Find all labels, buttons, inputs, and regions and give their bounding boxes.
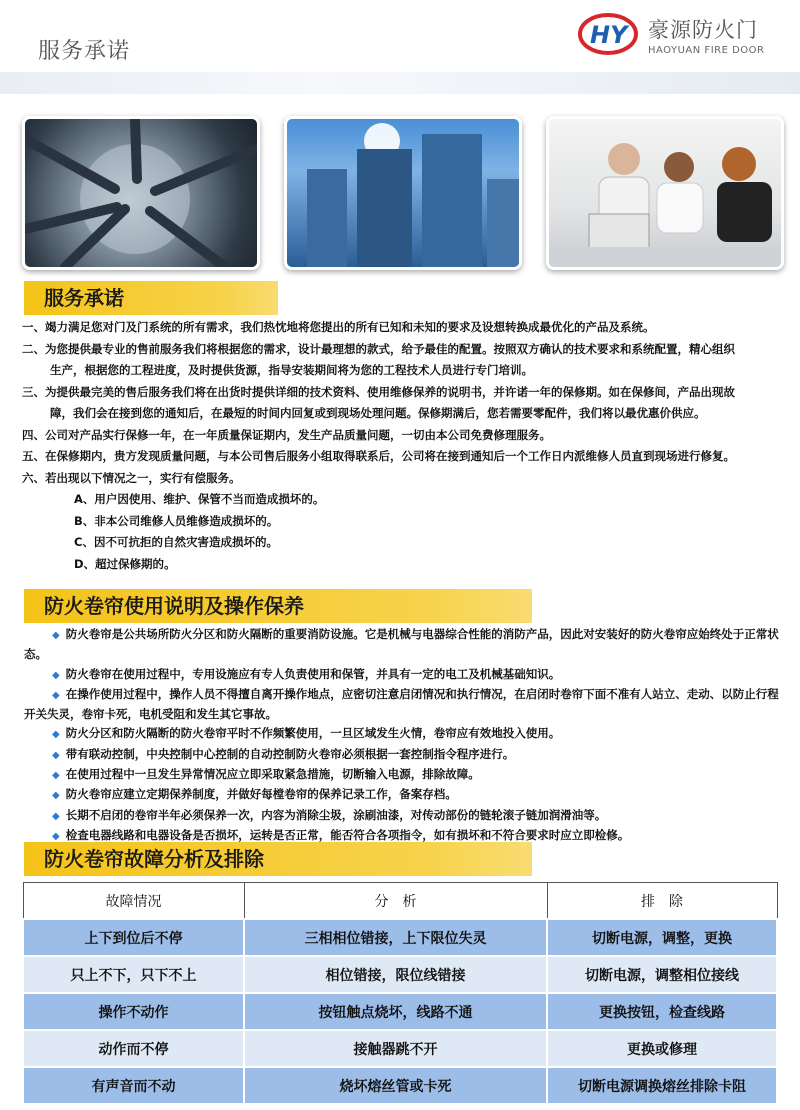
section-heading-usage: 防火卷帘使用说明及操作保养	[24, 589, 532, 623]
service-commitment-list	[22, 317, 782, 575]
list-item: 生产，根据您的工程进度，及时提供货源，指导安装期间将为您的工程技术人员进行专门培训。	[50, 363, 533, 377]
section-heading-service: 服务承诺	[24, 281, 278, 315]
table-cell: 更换按钮，检查线路	[547, 993, 777, 1030]
table-cell: 接触器跳不开	[244, 1030, 547, 1067]
table-cell: 切断电源，调整，更换	[547, 919, 777, 956]
list-item: ◆ 带有联动控制，中央控制中心控制的自动控制防火卷帘必须根据一套控制指令程序进行。	[24, 745, 784, 765]
list-item: A、用户因使用、维护、保管不当而造成损坏的。	[74, 492, 325, 506]
table-cell: 相位错接，限位线错接	[244, 956, 547, 993]
list-item: ◆ 防火卷帘是公共场所防火分区和防火隔断的重要消防设施。它是机械与电器综合性能的消防产品，因此对安装好的防火卷帘应始终处于正常状态。	[24, 625, 784, 665]
column-header: 排 除	[547, 883, 777, 920]
list-item: D、超过保修期的。	[74, 556, 176, 571]
header-band	[0, 72, 800, 94]
logo-name-cn: 豪源防火门	[648, 18, 758, 42]
table-cell: 三相相位错接，上下限位失灵	[244, 919, 547, 956]
table-row	[23, 956, 777, 993]
table-cell: 操作不动作	[23, 993, 244, 1030]
page-header	[0, 0, 800, 95]
usage-instructions-list	[24, 625, 784, 846]
list-item: ◆ 防火分区和防火隔断的防火卷帘平时不作频繁使用，一旦区域发生火情，卷帘应有效地投入使用。	[24, 724, 784, 744]
list-item: ◆ 防火卷帘在使用过程中，专用设施应有专人负责使用和保管，并具有一定的电工及机械基础知识。	[24, 665, 784, 685]
list-item: B、非本公司维修人员维修造成损坏的。	[74, 513, 279, 528]
list-item: 三、为提供最完美的售后服务我们将在出货时提供详细的技术资料、使用维修保养的说明书，并许诺一年的保修期。如在保修间，产品出现故	[22, 384, 735, 399]
page-title: 服务承诺	[38, 39, 131, 64]
table-cell: 按钮触点烧坏，线路不通	[244, 993, 547, 1030]
list-item: 一、竭力满足您对门及门系统的所有需求，我们热忱地将您提出的所有已知和未知的要求及设想转换成最优化的产品及系统。	[22, 320, 655, 334]
haoyuan-logo-icon	[578, 12, 638, 56]
teamwork-hands-photo	[22, 116, 260, 270]
list-item: C、因不可抗拒的自然灾害造成损坏的。	[74, 535, 278, 549]
table-row	[23, 919, 777, 956]
fault-analysis-table	[22, 882, 778, 1105]
table-row	[23, 993, 777, 1030]
table-cell: 切断电源调换熔丝排除卡阻	[547, 1067, 777, 1104]
table-cell: 烧坏熔丝管或卡死	[244, 1067, 547, 1104]
table-cell: 更换或修理	[547, 1030, 777, 1067]
list-item: ◆ 在操作使用过程中，操作人员不得擅自离开操作地点，应密切注意启闭情况和执行情况，在启闭时卷帘下面不准有人站立、走动、以防止行程开关失灵，卷帘卡死，电机受阻和发生其它事故。	[24, 685, 784, 725]
list-item: ◆ 在使用过程中一旦发生异常情况应立即采取紧急措施，切断输入电源，排除故障。	[24, 765, 784, 785]
table-cell: 上下到位后不停	[23, 919, 244, 956]
list-item: 六、若出现以下情况之一，实行有偿服务。	[22, 470, 241, 485]
list-item: 五、在保修期内，贵方发现质量问题，与本公司售后服务小组取得联系后，公司将在接到通知后一个工作日内派维修人员直到现场进行修复。	[22, 449, 735, 463]
table-cell: 只上不下，只下不上	[23, 956, 244, 993]
column-header: 分 析	[244, 883, 547, 920]
logo-name-en: HAOYUAN FIRE DOOR	[648, 45, 765, 56]
column-header: 故障情况	[23, 883, 244, 920]
list-item: ◆ 防火卷帘应建立定期保养制度，并做好每樘卷帘的保养记录工作，备案存档。	[24, 785, 784, 805]
list-item: 四、公司对产品实行保修一年，在一年质量保证期内，发生产品质量问题，一切由本公司免费修理服务。	[22, 427, 551, 442]
office-team-photo	[546, 116, 784, 270]
list-item: 障，我们会在接到您的通知后，在最短的时间内回复或到现场处理问题。保修期满后，您若需要零配件，我们将以最优惠价供应。	[50, 406, 706, 420]
table-row	[23, 1067, 777, 1104]
list-item: ◆ 长期不启闭的卷帘半年必须保养一次，内容为消除尘圾，涂刷油漆，对传动部份的链轮滚子链加润滑油等。	[24, 806, 784, 826]
svg-text:HY: HY	[590, 21, 628, 49]
table-cell: 切断电源，调整相位接线	[547, 956, 777, 993]
skyscrapers-photo	[284, 116, 522, 270]
table-header-row	[23, 883, 777, 920]
table-row	[23, 1030, 777, 1067]
list-item: 二、为您提供最专业的售前服务我们将根据您的需求，设计最理想的款式，给予最佳的配置。按照双方确认的技术要求和系统配置，精心组织	[22, 341, 735, 356]
table-cell: 动作而不停	[23, 1030, 244, 1067]
table-cell: 有声音而不动	[23, 1067, 244, 1104]
list-item: ◆ 检查电器线路和电器设备是否损坏，运转是否正常，能否符合各项指令，如有损坏和不符合要求时应立即检修。	[24, 826, 784, 846]
section-heading-fault: 防火卷帘故障分析及排除	[24, 842, 532, 876]
